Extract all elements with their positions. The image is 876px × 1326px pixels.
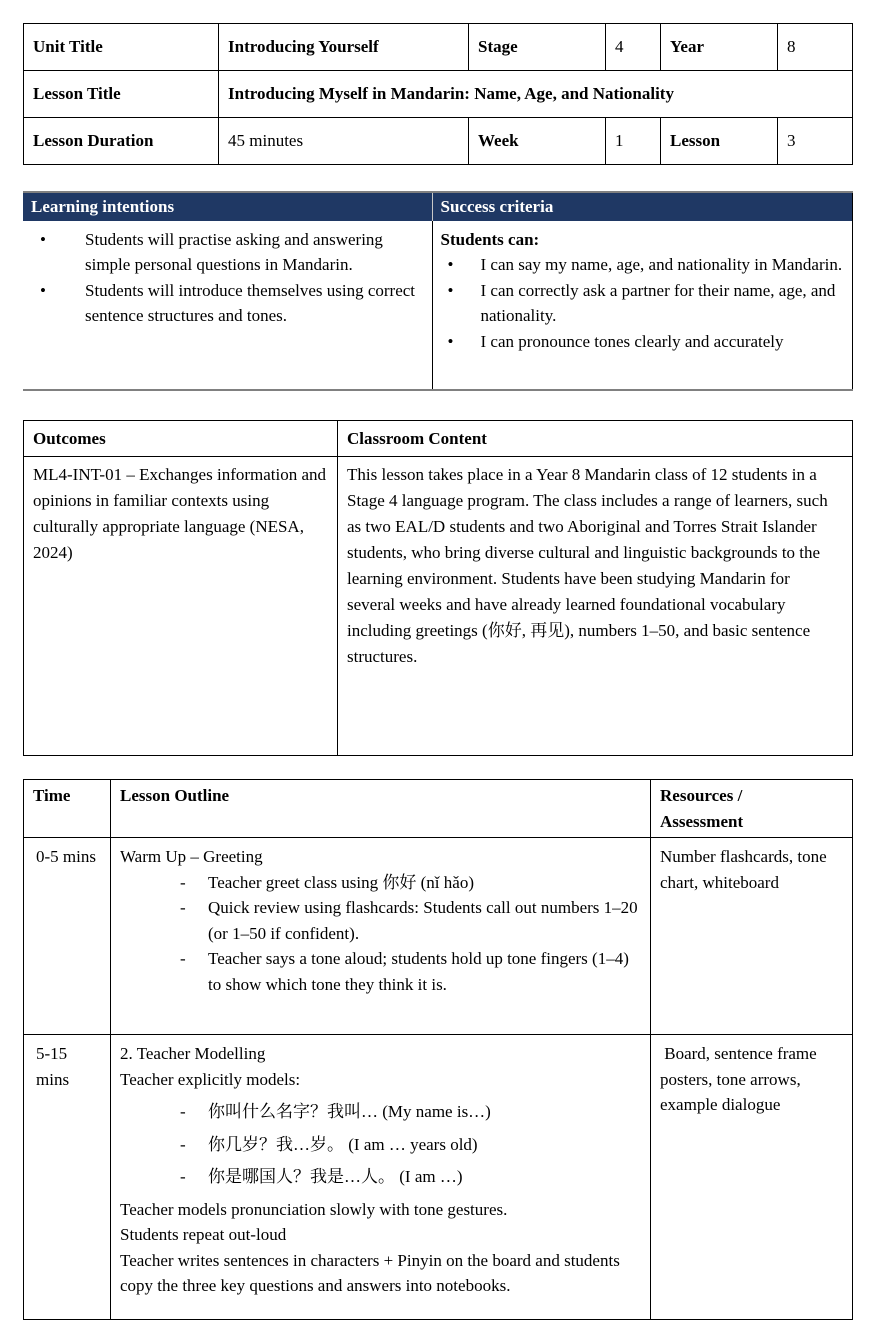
activity-note: Students repeat out-loud	[120, 1225, 287, 1244]
lesson-title-label: Lesson Title	[24, 71, 219, 118]
success-criteria-header: Success criteria	[432, 192, 852, 221]
outline-cell	[111, 1035, 651, 1320]
activity-subtitle: Teacher explicitly models:	[120, 1069, 301, 1089]
lesson-meta-table	[23, 23, 853, 165]
year-label: Year	[661, 24, 778, 71]
week-value: 1	[606, 118, 661, 165]
classroom-content-cell: This lesson takes place in a Year 8 Mandarin class of 12 students in a Stage 4 language program. The class includes a range of learners, such as two EAL/D students and two Aboriginal and Torres Strait Islander students, who bring diverse cultural and linguistic backgrounds to the learning environment. Students have been studying Mandarin for several weeks and have already learned foundational vocabulary including greetings (你好, 再见), numbers 1–50, and basic sentence structures.	[338, 457, 853, 756]
list-item: • I can correctly ask a partner for their name, age, and nationality.	[441, 278, 844, 329]
unit-title-label: Unit Title	[24, 24, 219, 71]
intentions-header-row	[23, 192, 852, 221]
outcome-cell: ML4-INT-01 – Exchanges information and opinions in familiar contexts using culturally appropriate language (NESA, 2024)	[24, 457, 338, 756]
time-cell: 0-5 mins	[24, 838, 111, 1035]
list-item: - Quick review using flashcards: Students call out numbers 1–20 (or 1–50 if confident).	[120, 895, 641, 946]
learning-intentions-list	[23, 227, 424, 329]
lesson-duration-label: Lesson Duration	[24, 118, 219, 165]
success-criteria-list	[441, 252, 844, 354]
list-item: • Students will introduce themselves using correct sentence structures and tones.	[23, 278, 424, 329]
outline-cell	[111, 838, 651, 1035]
activity-note: Teacher models pronunciation slowly with tone gestures.	[120, 1199, 508, 1219]
success-criteria-cell	[432, 221, 852, 390]
lesson-outline-header: Lesson Outline	[111, 780, 651, 838]
learning-intentions-cell	[23, 221, 432, 390]
list-item: - Teacher says a tone aloud; students hold up tone fingers (1–4) to show which tone they think it is.	[120, 946, 641, 997]
outline-row-warmup	[24, 838, 853, 1035]
lesson-duration-value: 45 minutes	[219, 118, 469, 165]
stage-label: Stage	[469, 24, 606, 71]
unit-title-value: Introducing Yourself	[219, 24, 469, 71]
time-header: Time	[24, 780, 111, 838]
stage-value: 4	[606, 24, 661, 71]
classroom-content-header: Classroom Content	[338, 420, 853, 457]
outcomes-body-row	[24, 457, 853, 756]
intentions-criteria-table	[23, 191, 853, 391]
resources-assessment-header	[651, 780, 853, 838]
lesson-outline-table	[23, 779, 853, 1320]
resources-cell: Number flashcards, tone chart, whiteboard	[651, 838, 853, 1035]
outcomes-content-table	[23, 420, 853, 757]
list-item: - 你几岁？我…岁。 (I am … years old)	[120, 1132, 641, 1158]
meta-row-unit	[24, 24, 853, 71]
list-item: - 你是哪国人？我是…人。 (I am …)	[120, 1164, 641, 1190]
activity-note: Teacher writes sentences in characters + Pinyin on the board and students copy the three key questions and answers into notebooks.	[120, 1250, 620, 1295]
meta-row-lesson-title	[24, 71, 853, 118]
model-sentences-list	[120, 1099, 641, 1190]
outline-row-modelling	[24, 1035, 853, 1320]
list-item: - Teacher greet class using 你好 (nǐ hǎo)	[120, 870, 641, 896]
resources-assessment-header-text: Resources / Assessment	[660, 786, 744, 831]
list-item: - 你叫什么名字？我叫… (My name is…)	[120, 1099, 641, 1125]
outline-header-row	[24, 780, 853, 838]
list-item: • Students will practise asking and answering simple personal questions in Mandarin.	[23, 227, 424, 278]
time-cell: 5-15 mins	[24, 1035, 111, 1320]
list-item: • I can pronounce tones clearly and accurately	[441, 329, 844, 355]
activity-steps-list	[120, 870, 641, 998]
outcomes-header: Outcomes	[24, 420, 338, 457]
lesson-title-value: Introducing Myself in Mandarin: Name, Age, and Nationality	[219, 71, 853, 118]
outcomes-header-row	[24, 420, 853, 457]
lesson-number-value: 3	[778, 118, 853, 165]
lesson-number-label: Lesson	[661, 118, 778, 165]
list-item: • I can say my name, age, and nationality in Mandarin.	[441, 252, 844, 278]
activity-title: Warm Up – Greeting	[120, 847, 263, 866]
activity-title: 2. Teacher Modelling	[120, 1044, 266, 1063]
learning-intentions-header: Learning intentions	[23, 192, 432, 221]
students-can-label: Students can:	[440, 229, 540, 249]
intentions-body-row	[23, 221, 852, 390]
meta-row-duration	[24, 118, 853, 165]
year-value: 8	[778, 24, 853, 71]
resources-cell: Board, sentence frame posters, tone arrows, example dialogue	[651, 1035, 853, 1320]
week-label: Week	[469, 118, 606, 165]
